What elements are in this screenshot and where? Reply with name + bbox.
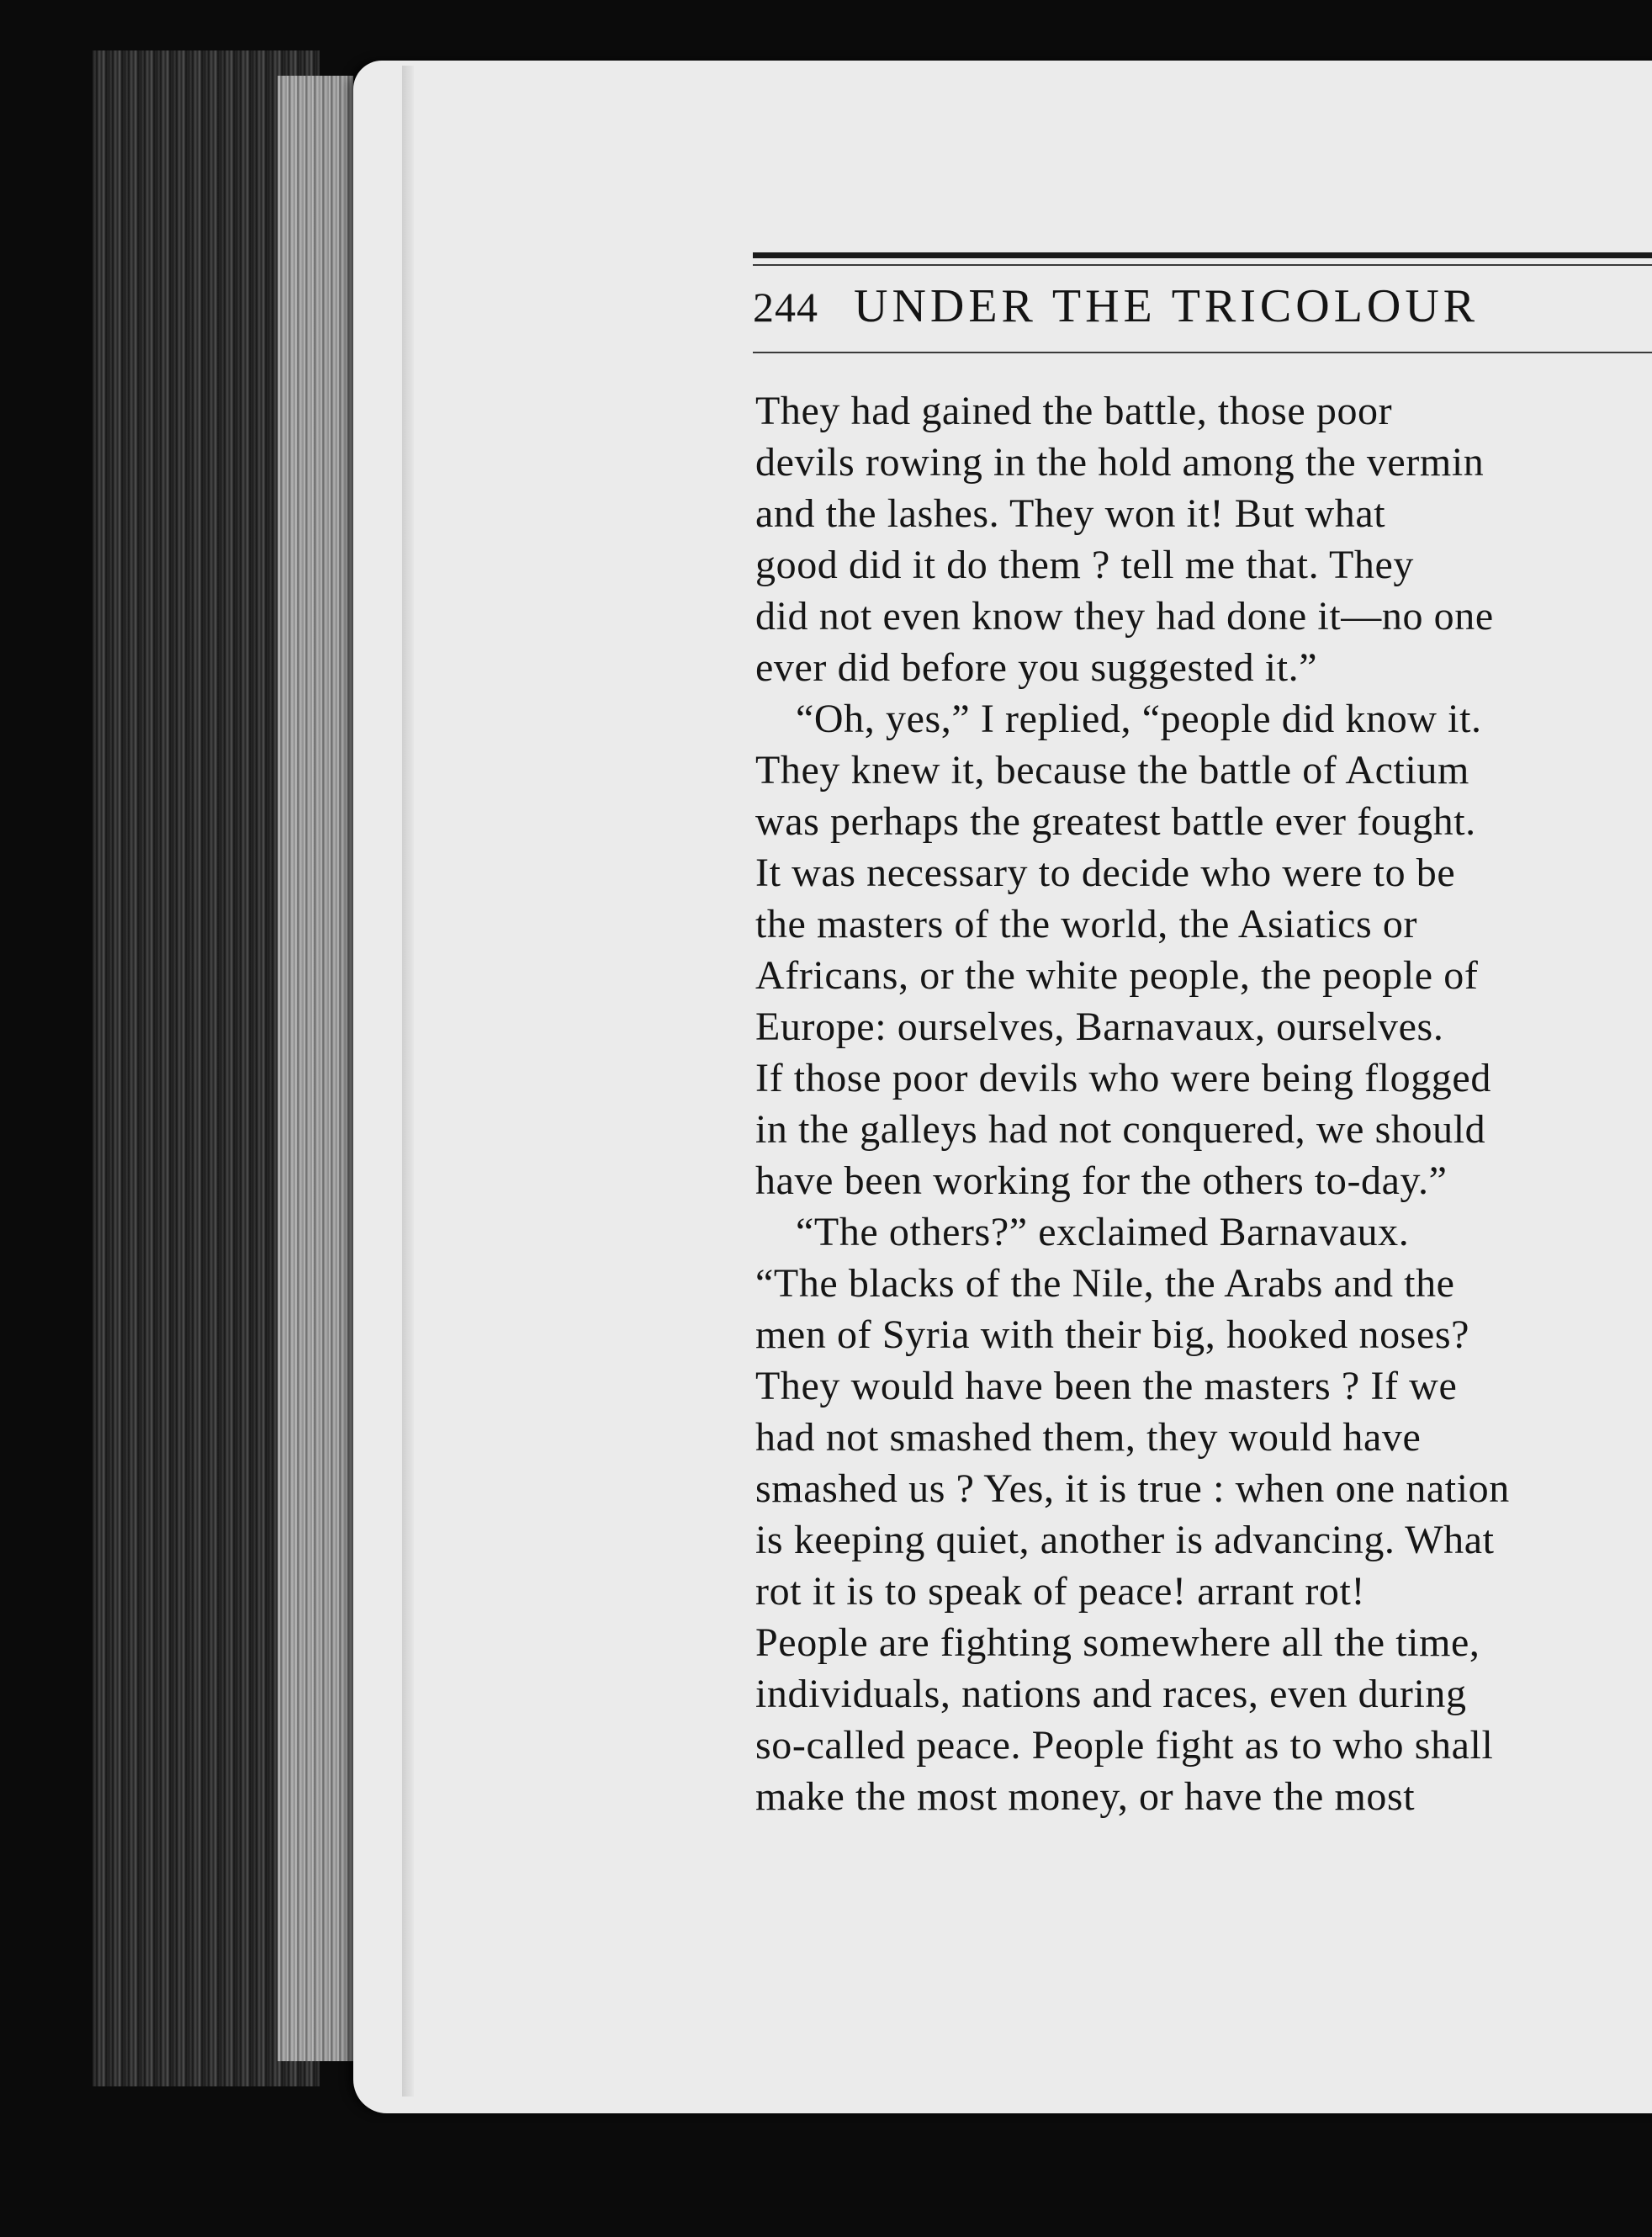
text-line: was perhaps the greatest battle ever fought. — [755, 799, 1476, 844]
page-edges — [278, 76, 353, 2061]
text-line: rot it is to speak of peace! arrant rot! — [755, 1569, 1366, 1614]
text-line: devils rowing in the hold among the vermin — [755, 440, 1485, 485]
text-line: smashed us ? Yes, it is true : when one nation — [755, 1466, 1510, 1511]
text-line: men of Syria with their big, hooked noses? — [755, 1312, 1470, 1357]
text-line: in the galleys had not conquered, we should — [755, 1107, 1486, 1152]
text-line: ever did before you suggested it.” — [755, 645, 1318, 690]
page-number: 244 — [753, 284, 818, 331]
text-line: individuals, nations and races, even during — [755, 1672, 1467, 1716]
text-line: make the most money, or have the most — [755, 1774, 1416, 1819]
text-line: good did it do them ? tell me that. They — [755, 543, 1414, 587]
header-rule-thick — [753, 252, 1652, 258]
text-line: “The others?” exclaimed Barnavaux. — [796, 1210, 1410, 1254]
text-line: They knew it, because the battle of Actium — [755, 748, 1469, 792]
text-line: so-called peace. People fight as to who shall — [755, 1723, 1494, 1768]
body-text — [755, 385, 1652, 1822]
text-line: It was necessary to decide who were to be — [755, 851, 1456, 895]
text-line: is keeping quiet, another is advancing. What — [755, 1518, 1495, 1562]
running-head-title: UNDER THE TRICOLOUR — [854, 280, 1480, 332]
text-line: “The blacks of the Nile, the Arabs and the — [755, 1261, 1455, 1306]
text-line: “Oh, yes,” I replied, “people did know it. — [796, 697, 1482, 741]
header-rule-bottom — [753, 352, 1652, 353]
text-line: Europe: ourselves, Barnavaux, ourselves. — [755, 1005, 1444, 1049]
text-line: and the lashes. They won it! But what — [755, 491, 1386, 536]
text-line: They would have been the masters ? If we — [755, 1364, 1458, 1408]
running-head — [753, 279, 1479, 333]
text-line: If those poor devils who were being flogged — [755, 1056, 1491, 1100]
text-line: the masters of the world, the Asiatics or — [755, 902, 1418, 946]
header-rule-thin — [753, 264, 1652, 266]
text-line: People are fighting somewhere all the time, — [755, 1620, 1480, 1665]
text-line: have been working for the others to-day.” — [755, 1158, 1448, 1203]
text-line: Africans, or the white people, the people of — [755, 953, 1479, 998]
text-line: did not even know they had done it—no one — [755, 594, 1494, 639]
text-line: They had gained the battle, those poor — [755, 389, 1393, 433]
text-line: had not smashed them, they would have — [755, 1415, 1422, 1460]
